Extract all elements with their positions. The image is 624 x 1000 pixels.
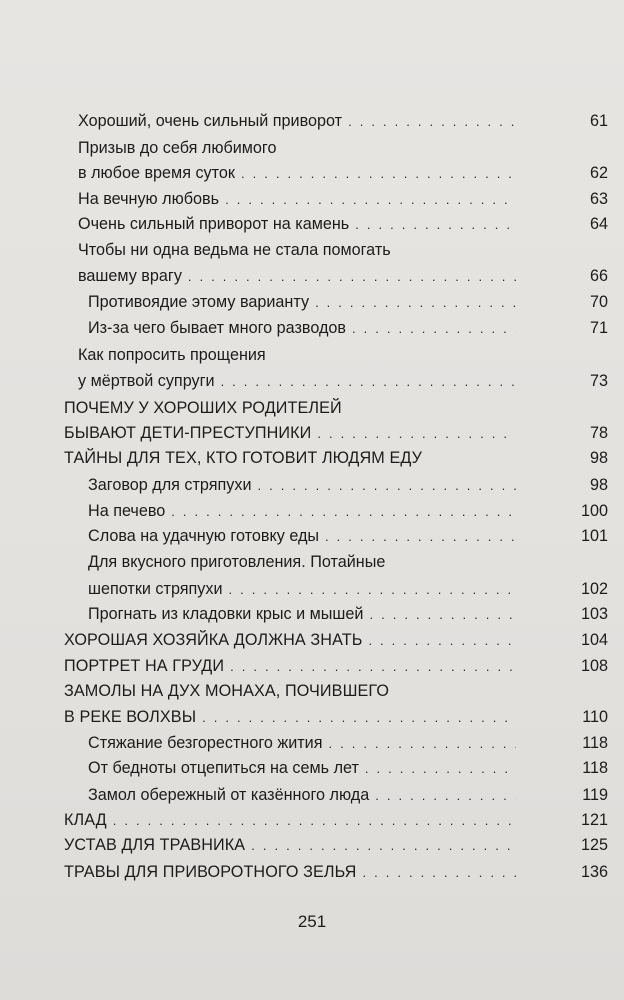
toc-section-entry: [88, 548, 522, 572]
toc-entry-page: 61: [589, 112, 608, 130]
toc-section-entry: [88, 314, 608, 338]
toc-entry-title: Для вкусного приготовления. Потайные: [88, 553, 386, 571]
toc-chapter-entry: [64, 626, 608, 650]
toc-entry-page: 63: [589, 190, 608, 208]
toc-entry-title: КЛАД: [64, 811, 107, 829]
toc-section-entry: [88, 729, 608, 753]
toc-entry-title: Очень сильный приворот на камень: [78, 215, 350, 233]
toc-dot-leader: [188, 271, 516, 283]
toc-chapter-entry: [64, 677, 522, 701]
toc-section-entry: [88, 600, 608, 624]
toc-entry-page: 71: [589, 319, 608, 337]
toc-section-entry: [88, 754, 608, 778]
toc-chapter-entry: [64, 444, 608, 468]
toc-section-entry: [88, 522, 608, 546]
toc-entry-title: Призыв до себя любимого: [78, 139, 277, 157]
toc-entry-title: На вечную любовь: [78, 190, 220, 208]
toc-section-entry: [78, 341, 522, 365]
toc-section-entry: [78, 262, 608, 286]
toc-section-entry: [78, 107, 608, 131]
toc-entry-page: 110: [582, 708, 608, 726]
toc-entry-page: 70: [589, 293, 608, 311]
toc-entry-page: 103: [580, 605, 608, 623]
toc-dot-leader: [258, 480, 517, 492]
toc-entry-title: ПОРТРЕТ НА ГРУДИ: [64, 657, 225, 675]
toc-dot-leader: [230, 661, 516, 673]
toc-dot-leader: [355, 219, 516, 231]
toc-entry-page: 98: [589, 449, 608, 467]
toc-entry-title: Стяжание безгорестного жития: [88, 734, 323, 752]
toc-entry-page: 136: [580, 863, 608, 881]
toc-entry-page: 121: [580, 811, 608, 829]
toc-dot-leader: [113, 815, 516, 827]
toc-dot-leader: [317, 428, 516, 440]
toc-chapter-entry: [64, 858, 608, 882]
toc-entry-page: 119: [582, 786, 608, 804]
toc-entry-title: ТРАВЫ ДЛЯ ПРИВОРОТНОГО ЗЕЛЬЯ: [64, 863, 357, 881]
toc-entry-page: 118: [582, 734, 608, 752]
toc-chapter-entry: [64, 806, 608, 830]
toc-chapter-entry: [64, 831, 608, 855]
page-number: 251: [297, 912, 327, 931]
toc-dot-leader: [225, 194, 516, 206]
toc-entry-title: ТАЙНЫ ДЛЯ ТЕХ, КТО ГОТОВИТ ЛЮДЯМ ЕДУ: [64, 449, 422, 467]
toc-chapter-entry: [64, 394, 522, 418]
toc-entry-title: ЗАМОЛЫ НА ДУХ МОНАХА, ПОЧИВШЕГО: [64, 682, 390, 700]
toc-entry-page: 66: [589, 267, 608, 285]
toc-entry-title: Чтобы ни одна ведьма не стала помогать: [78, 241, 391, 259]
toc-entry-page: 73: [589, 372, 608, 390]
toc-section-entry: [78, 134, 522, 158]
toc-dot-leader: [365, 763, 516, 775]
toc-section-entry: [78, 210, 608, 234]
toc-dot-leader: [329, 738, 517, 750]
toc-section-entry: [88, 575, 608, 599]
toc-dot-leader: [325, 531, 516, 543]
toc-dot-leader: [348, 116, 516, 128]
toc-dot-leader: [375, 790, 516, 802]
toc-entry-title: Замол обережный от казённого люда: [88, 786, 370, 804]
toc-entry-title: Слова на удачную готовку еды: [88, 527, 320, 545]
toc-section-entry: [78, 159, 608, 183]
toc-entry-title: БЫВАЮТ ДЕТИ-ПРЕСТУПНИКИ: [64, 424, 312, 442]
toc-entry-page: 78: [589, 424, 608, 442]
toc-dot-leader: [352, 323, 516, 335]
toc-entry-title: Из-за чего бывает много разводов: [88, 319, 347, 337]
toc-section-entry: [88, 497, 608, 521]
toc-entry-title: ХОРОШАЯ ХОЗЯЙКА ДОЛЖНА ЗНАТЬ: [64, 631, 363, 649]
toc-entry-page: 118: [582, 759, 608, 777]
toc-entry-title: Заговор для стряпухи: [88, 476, 252, 494]
toc-entry-page: 125: [580, 836, 608, 854]
toc-dot-leader: [369, 609, 516, 621]
toc-section-entry: [78, 185, 608, 209]
toc-entry-page: 101: [580, 527, 608, 545]
toc-entry-title: Противоядие этому варианту: [88, 293, 310, 311]
toc-dot-leader: [221, 376, 516, 388]
toc-section-entry: [78, 236, 522, 260]
toc-entry-page: 102: [580, 580, 608, 598]
toc-entry-page: 62: [589, 164, 608, 182]
toc-entry-page: 98: [589, 476, 608, 494]
toc-entry-title: вашему врагу: [78, 267, 182, 285]
toc-entry-title: Как попросить прощения: [78, 346, 266, 364]
toc-dot-leader: [251, 840, 516, 852]
toc-section-entry: [88, 288, 608, 312]
toc-chapter-entry: [64, 419, 608, 443]
toc-dot-leader: [315, 297, 516, 309]
toc-dot-leader: [241, 168, 516, 180]
toc-entry-title: УСТАВ ДЛЯ ТРАВНИКА: [64, 836, 246, 854]
toc-entry-title: ПОЧЕМУ У ХОРОШИХ РОДИТЕЛЕЙ: [64, 399, 342, 417]
toc-section-entry: [78, 367, 608, 391]
toc-section-entry: [88, 471, 608, 495]
toc-entry-title: у мёртвой супруги: [78, 372, 215, 390]
toc-dot-leader: [202, 712, 516, 724]
toc-dot-leader: [171, 506, 516, 518]
toc-entry-page: 100: [580, 502, 608, 520]
toc-entry-page: 108: [580, 657, 608, 675]
toc-dot-leader: [229, 584, 516, 596]
toc-entry-title: Прогнать из кладовки крыс и мышей: [88, 605, 364, 623]
toc-entry-title: шепотки стряпухи: [88, 580, 223, 598]
toc-entry-title: От бедноты отцепиться на семь лет: [88, 759, 359, 777]
toc-chapter-entry: [64, 703, 608, 727]
toc-section-entry: [88, 781, 608, 805]
toc-entry-title: в любое время суток: [78, 164, 235, 182]
toc-entry-title: На печево: [88, 502, 166, 520]
toc-dot-leader: [368, 635, 516, 647]
toc-entry-title: Хороший, очень сильный приворот: [78, 112, 343, 130]
toc-chapter-entry: [64, 652, 608, 676]
toc-entry-page: 104: [580, 631, 608, 649]
toc-entry-title: В РЕКЕ ВОЛХВЫ: [64, 708, 197, 726]
toc-entry-page: 64: [589, 215, 608, 233]
toc-dot-leader: [362, 867, 516, 879]
